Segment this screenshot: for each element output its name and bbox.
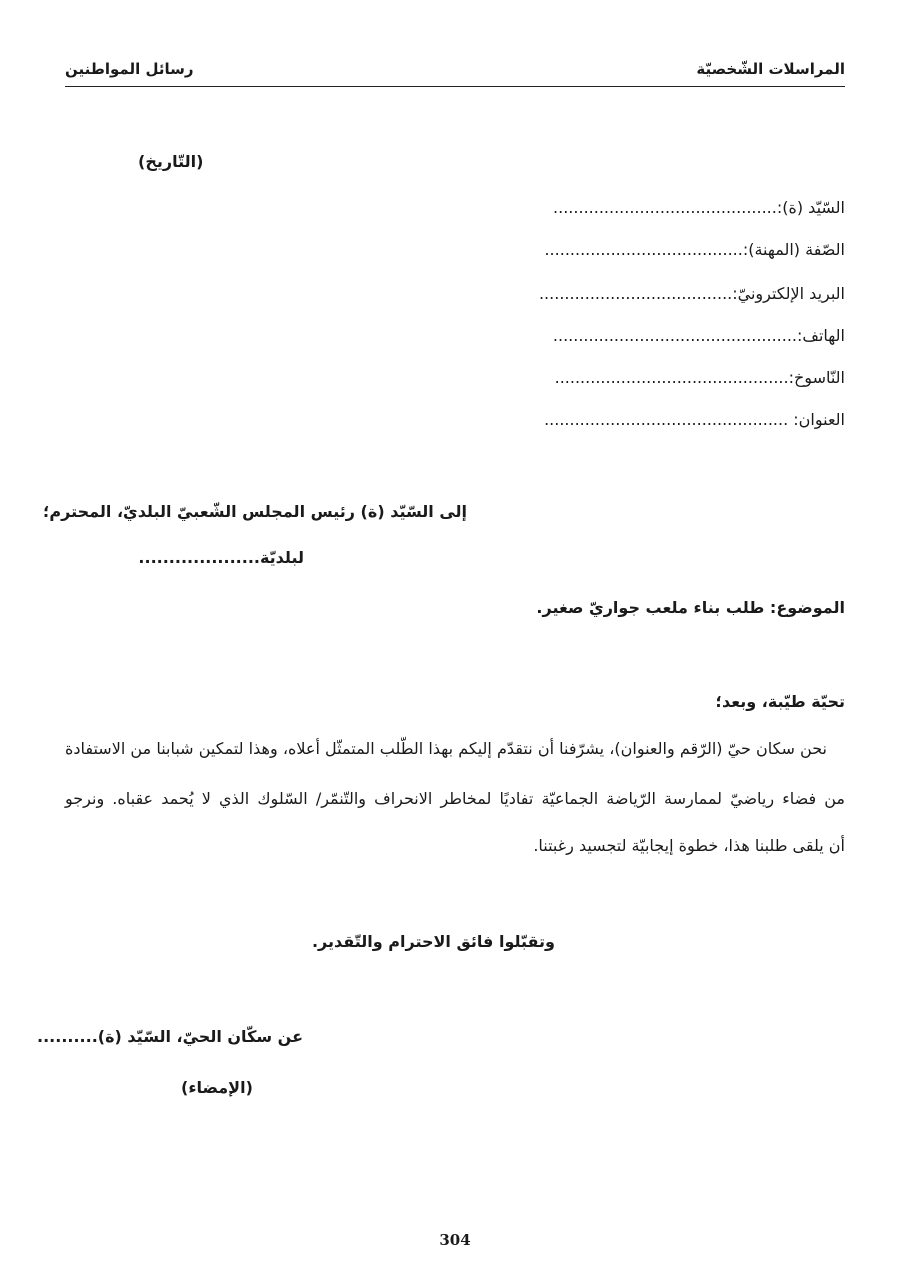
sender-phone-field: الهاتف:................................................ <box>552 326 845 345</box>
sender-name-field: السّيّد (ة):............................................ <box>553 198 845 217</box>
sender-fax-field: النّاسوخ:.............................................. <box>554 368 845 387</box>
body-paragraph-line-1: نحن سكان حيّ (الرّقم والعنوان)، يشرّفنا أن نتقدّم إليكم بهذا الطّلب المتمثّل أعلاه، وهذا لتمكين شبابنا من الاستفادة <box>65 739 827 758</box>
header-chapter-title: رسائل المواطنين <box>65 60 194 78</box>
recipient-line: إلى السّيّد (ة) رئيس المجلس الشّعبيّ البلديّ، المحترم؛ <box>43 502 467 521</box>
signature-label: (الإمضاء) <box>181 1078 253 1097</box>
municipality-line: لبلديّة.................... <box>138 548 304 567</box>
date-label: (التّاريخ) <box>138 152 204 171</box>
body-paragraph-line-3: أن يلقى طلبنا هذا، خطوة إيجابيّة لتجسيد رغبتنا. <box>533 836 845 855</box>
closing-line: وتقبّلوا فائق الاحترام والتّقدير. <box>311 932 555 951</box>
subject-line: الموضوع: طلب بناء ملعب جواريّ صغير. <box>536 598 845 617</box>
page-number: 304 <box>439 1231 471 1249</box>
header-divider <box>65 86 845 87</box>
greeting: تحيّة طيّبة، وبعد؛ <box>715 692 845 711</box>
sender-profession-field: الصّفة (المهنة):....................................... <box>544 240 845 259</box>
signature-name-line: عن سكّان الحيّ، السّيّد (ة).......... <box>37 1027 303 1046</box>
sender-email-field: البريد الإلكترونيّ:...................................... <box>538 284 845 303</box>
body-paragraph-line-2: من فضاء رياضيّ لممارسة الرّياضة الجماعيّة تفاديًا لمخاطر الانحراف والتّنمّر/ السّلوك الذي لا يُحمد عقباه. ونرجو <box>65 789 845 808</box>
sender-address-field: العنوان: ................................................ <box>544 410 845 429</box>
header-section-title: المراسلات الشّخصيّة <box>696 60 845 78</box>
